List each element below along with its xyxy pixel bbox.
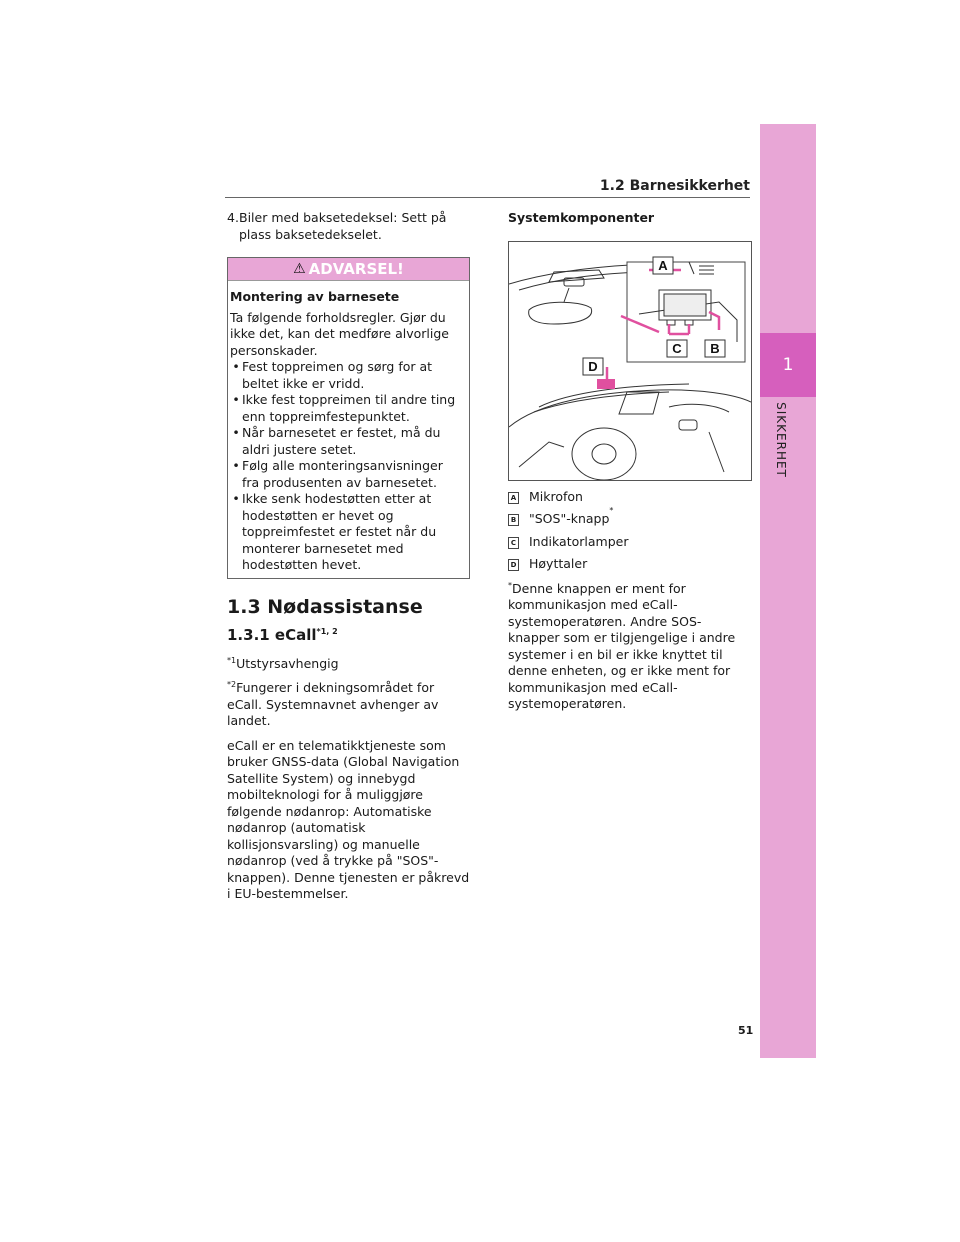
warning-triangle-icon: ⚠ xyxy=(293,260,306,277)
legend-item-d: D Høyttaler xyxy=(508,556,752,573)
header-divider xyxy=(225,197,750,198)
ecall-description: eCall er en telematikktjeneste som bruker GNSS-data (Global Navigation Satellite System) og innebygd mobilteknologi for å muliggjøre følgende nødanrop: Automatiske nødanrop (automatisk kollisjonsvarsling) og manuelle nødanrop (ved å trykke på "SOS"-knappen). Denne tjenesten er påkrevd i EU-bestemmelser. xyxy=(227,737,470,901)
page-number: 51 xyxy=(738,1024,754,1037)
left-column xyxy=(227,210,470,903)
warning-box xyxy=(227,257,470,579)
subsection-footnote-mark: *1, 2 xyxy=(316,627,338,636)
speaker-marker xyxy=(597,379,615,389)
component-legend xyxy=(508,489,752,573)
warning-intro: Ta følgende forholdsregler. Gjør du ikke det, kan det medføre alvorlige personskader. xyxy=(230,309,449,358)
list-item: • Ikke senk hodestøtten etter at hodestøtten er hevet og toppreimfestet er festet når du monterer barnesetet med hodestøtten hevet. xyxy=(232,491,437,572)
warning-heading: ADVARSEL! xyxy=(308,259,404,278)
car-interior-drawing xyxy=(509,242,751,480)
footnote-1: $^{*1}$Utstyrsavhengig xyxy=(227,655,339,671)
list-item: • Når barnesetet er festet, må du aldri justere setet. xyxy=(232,425,441,457)
callout-c: C xyxy=(672,340,682,356)
section-header: 1.2 Barnesikkerhet xyxy=(599,178,750,194)
step-4 xyxy=(227,210,470,243)
warning-header xyxy=(228,258,469,281)
list-item: • Fest toppreimen og sørg for at beltet ikke er vridd. xyxy=(232,359,433,391)
callout-d: D xyxy=(588,358,598,374)
section-title: 1.3 Nødassistanse xyxy=(227,595,423,618)
right-column xyxy=(508,210,752,713)
warning-list xyxy=(230,359,459,574)
system-components-title: Systemkomponenter xyxy=(508,210,655,225)
legend-item-b: B "SOS"-knapp * xyxy=(508,511,752,528)
sos-footnote: *Denne knappen er ment for kommunikasjon med eCall-systemoperatøren. Andre SOS-knapper som er tilgjengelige i andre systemer i en bil er ikke knyttet til denne enheten, og er ikke ment for kommunikasjon med eCall-systemoperatøren. xyxy=(508,580,736,711)
step-text: Biler med baksetedeksel: Sett på plass baksetedekselet. xyxy=(239,210,447,242)
chapter-number: 1 xyxy=(760,333,816,397)
chapter-label: SIKKERHET xyxy=(774,402,788,478)
subsection-title: 1.3.1 eCall$^{*1, 2}$ xyxy=(227,626,338,644)
legend-item-c: C Indikatorlamper xyxy=(508,534,752,551)
list-item: • Følg alle monteringsanvisninger fra produsenten av barnesetet. xyxy=(232,458,443,490)
ecall-components-illustration xyxy=(508,241,752,481)
warning-subheading: Montering av barnesete xyxy=(230,289,400,304)
chapter-sidebar xyxy=(760,124,816,1058)
step-number: 4. xyxy=(227,210,239,225)
legend-item-a: A Mikrofon xyxy=(508,489,752,506)
footnote-2: $^{*2}$Fungerer i dekningsområdet for eCall. Systemnavnet avhenger av landet. xyxy=(227,679,439,728)
list-item: • Ikke fest toppreimen til andre ting enn toppreimfestepunktet. xyxy=(232,392,456,424)
callout-b: B xyxy=(710,340,720,356)
callout-a: A xyxy=(658,257,668,273)
